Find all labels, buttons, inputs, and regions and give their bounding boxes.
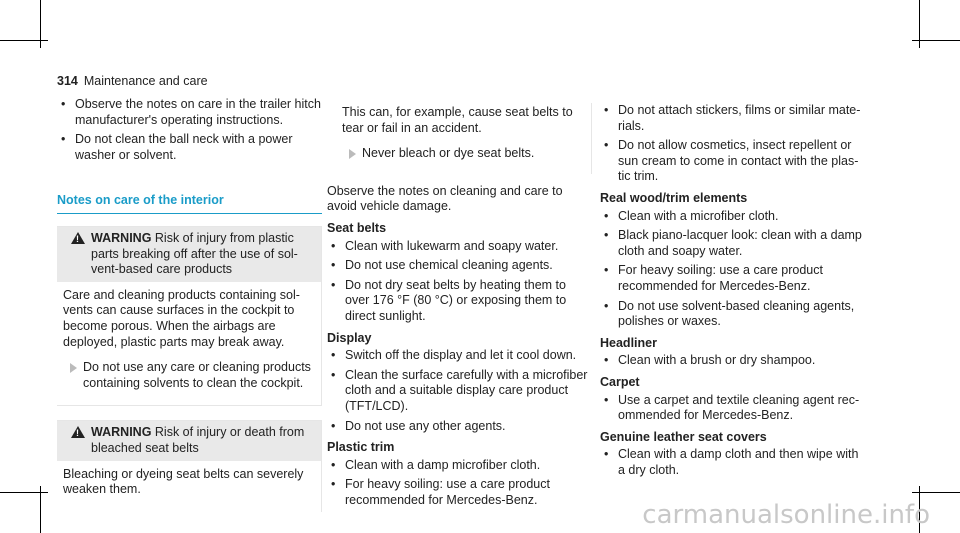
warning-title: Risk of injury from plastic parts breaking off after the use of solvent-based care products xyxy=(91,230,298,277)
warning-continued xyxy=(327,103,592,174)
list-item: • Do not use chemical cleaning agents. xyxy=(327,258,592,274)
list-item: • Do not dry seat belts by heating them to over 176 °F (80 °C) or exposing them to direct sunlight. xyxy=(327,278,592,325)
crop-mark xyxy=(0,492,48,493)
warning-label: WARNING xyxy=(91,230,152,245)
section-title: Notes on care of the interior xyxy=(57,193,322,214)
crop-mark xyxy=(0,40,48,41)
subheading: Seat belts xyxy=(327,220,387,235)
list-item: • Do not attach stickers, films or similar materials. xyxy=(600,103,865,134)
warning-action: Never bleach or dye seat belts. xyxy=(342,146,585,162)
subheading: Genuine leather seat covers xyxy=(600,429,767,444)
subheading: Headliner xyxy=(600,335,657,350)
crop-mark xyxy=(912,492,960,493)
watermark: carmanualsonline.info xyxy=(642,500,930,530)
subheading: Plastic trim xyxy=(327,440,395,455)
subheading: Carpet xyxy=(600,374,640,389)
column-left xyxy=(57,97,322,512)
list-item: • For heavy soiling: use a care product recommended for Mercedes-Benz. xyxy=(327,477,592,508)
subheading: Real wood/trim elements xyxy=(600,190,748,205)
column-right xyxy=(600,103,865,482)
warning-text: Care and cleaning products containing solvents can cause surfaces in the cockpit to become porous. When the airbags are deployed, plastic parts may break away. xyxy=(63,287,300,349)
list-item: • Clean with a damp microfiber cloth. xyxy=(327,458,592,474)
warning-icon xyxy=(71,426,85,438)
list-item: • Do not allow cosmetics, insect repellent or sun cream to come in contact with the plastic trim. xyxy=(600,138,865,185)
list-item: • Do not use any other agents. xyxy=(327,419,592,435)
list-item: • Use a carpet and textile cleaning agent recommended for Mercedes-Benz. xyxy=(600,393,865,424)
list-item: • Do not use solvent-based cleaning agents, polishes or waxes. xyxy=(600,299,865,330)
warning-title: Risk of injury or death from bleached seat belts xyxy=(91,425,305,455)
warning-box xyxy=(57,420,322,511)
warning-header xyxy=(57,421,321,460)
list-item: • Switch off the display and let it cool down. xyxy=(327,348,592,364)
crop-mark xyxy=(912,40,960,41)
column-middle xyxy=(327,103,592,512)
list-item: • For heavy soiling: use a care product recommended for Mercedes-Benz. xyxy=(600,263,865,294)
warning-text: This can, for example, cause seat belts to tear or fail in an accident. xyxy=(342,105,573,135)
page-header xyxy=(57,74,208,88)
paragraph: Observe the notes on cleaning and care to avoid vehicle damage. xyxy=(327,183,563,214)
warning-label: WARNING xyxy=(91,425,152,440)
warning-body xyxy=(57,282,321,406)
warning-body xyxy=(57,461,321,512)
list-item: • Clean with a damp cloth and then wipe with a dry cloth. xyxy=(600,447,865,478)
list-item: • Clean with a brush or dry shampoo. xyxy=(600,353,865,369)
list-item: • Clean with lukewarm and soapy water. xyxy=(327,239,592,255)
subheading: Display xyxy=(327,330,372,345)
warning-text: Bleaching or dyeing seat belts can severely weaken them. xyxy=(63,466,304,497)
warning-header xyxy=(57,227,321,282)
list-item: • Black piano-lacquer look: clean with a damp cloth and soapy water. xyxy=(600,228,865,259)
list-item: • Clean the surface carefully with a microfiber cloth and a suitable display care product (TFT/LCD). xyxy=(327,368,592,415)
crop-mark xyxy=(40,486,41,533)
warning-action: Do not use any care or cleaning products containing solvents to clean the cockpit. xyxy=(63,360,315,391)
list-item: • Do not clean the ball neck with a power washer or solvent. xyxy=(57,132,322,163)
warning-icon xyxy=(71,232,85,244)
list-item: • Observe the notes on care in the trailer hitch manufacturer's operating instructions. xyxy=(57,97,322,128)
list-item: • Clean with a microfiber cloth. xyxy=(600,209,865,225)
warning-box xyxy=(57,226,322,406)
page-title: Maintenance and care xyxy=(83,74,208,88)
page-number: 314 xyxy=(57,74,78,88)
